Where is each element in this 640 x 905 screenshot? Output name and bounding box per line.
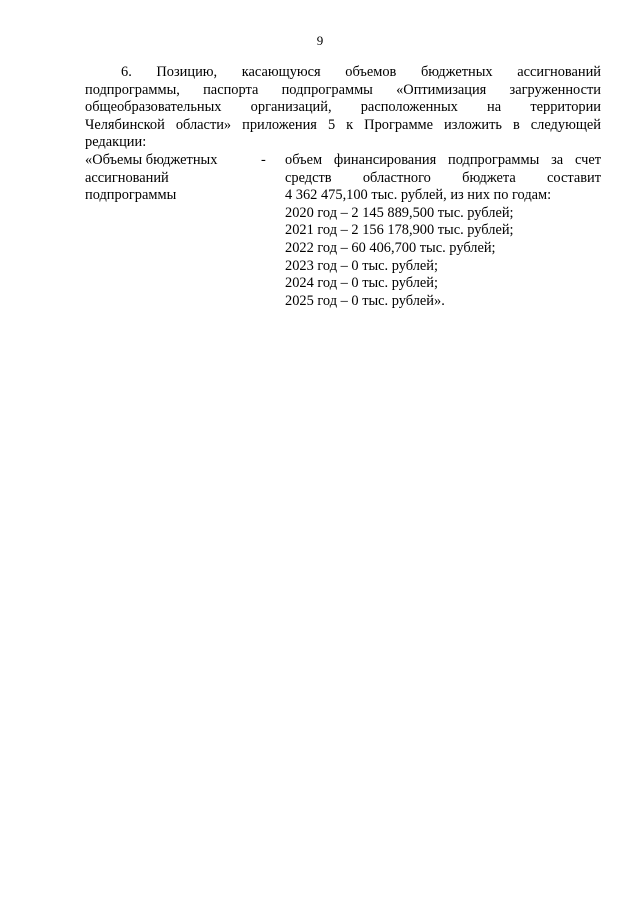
allocation-label	[85, 152, 255, 205]
year-2023-line: 2023 год – 0 тыс. рублей;	[285, 257, 438, 274]
year-2021-line: 2021 год – 2 156 178,900 тыс. рублей;	[285, 222, 514, 239]
paragraph-line: общеобразовательных организаций, расположенных на территории	[85, 99, 601, 116]
paragraph-line: подпрограммы, паспорта подпрограммы «Оптимизация загруженности	[85, 81, 601, 98]
label-separator-dash: -	[261, 152, 266, 168]
value-line: объем финансирования подпрограммы за счет	[285, 152, 601, 168]
label-line: подпрограммы	[85, 187, 177, 204]
allocation-value	[285, 152, 601, 310]
paragraph-line: 6. Позицию, касающуюся объемов бюджетных ассигнований	[121, 64, 601, 80]
year-2024-line: 2024 год – 0 тыс. рублей;	[285, 275, 438, 292]
page-number: 9	[316, 33, 324, 48]
year-2022-line: 2022 год – 60 406,700 тыс. рублей;	[285, 239, 496, 256]
amendment-paragraph	[85, 64, 601, 152]
year-2025-line: 2025 год – 0 тыс. рублей».	[285, 292, 445, 309]
paragraph-line: редакции:	[85, 134, 147, 151]
label-line: «Объемы бюджетных	[85, 152, 218, 168]
year-2020-line: 2020 год – 2 145 889,500 тыс. рублей;	[285, 204, 514, 221]
value-line: средств областного бюджета составит	[285, 169, 601, 186]
value-line: 4 362 475,100 тыс. рублей, из них по годам:	[285, 187, 552, 204]
paragraph-line: Челябинской области» приложения 5 к Программе изложить в следующей	[85, 116, 601, 133]
label-line: ассигнований	[85, 169, 169, 186]
